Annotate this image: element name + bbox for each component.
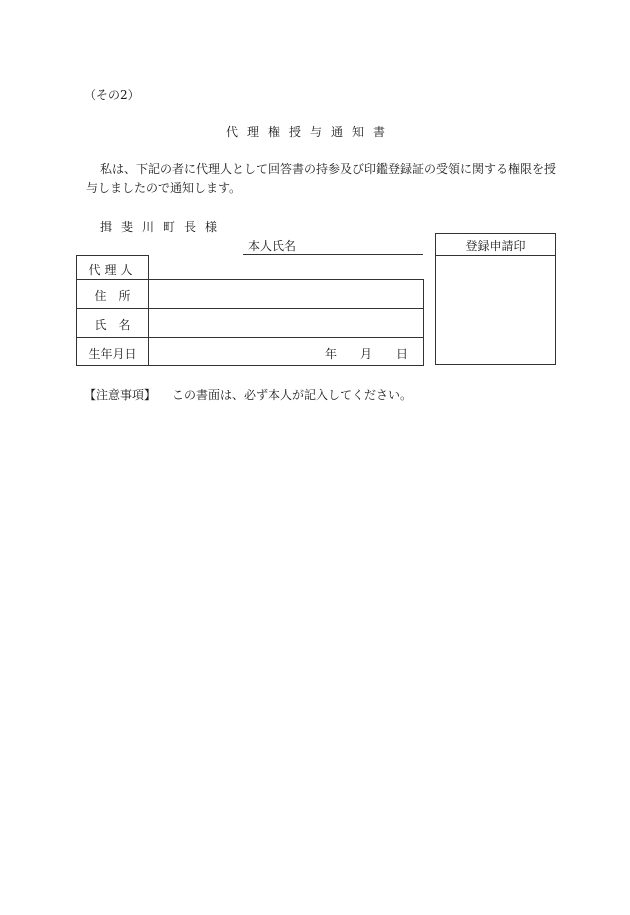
agent-header-label: 代理人 [88, 263, 137, 277]
notice-text: この書面は、必ず本人が記入してください。 [172, 388, 413, 402]
address-row-label: 住 所 [94, 289, 131, 303]
notice-label: 【注意事項】 [84, 388, 157, 402]
addressee: 揖斐川町長様 [100, 220, 227, 234]
agent-header-cell [76, 255, 149, 280]
birthdate-year-label: 年 [325, 347, 338, 361]
principal-name-label: 本人氏名 [248, 239, 297, 253]
body-text-line-1: 私は、下記の者に代理人として回答書の持参及び印鑑登録証の受領に関する権限を授 [100, 162, 557, 176]
seal-box-divider [436, 255, 555, 256]
birthdate-field[interactable] [149, 338, 423, 365]
document-title: 代理権授与通知書 [226, 125, 395, 139]
address-field[interactable] [149, 280, 423, 308]
registration-seal-label: 登録申請印 [465, 239, 526, 253]
header-note: （その2） [84, 88, 140, 102]
body-text-line-2: 与しましたので通知します。 [86, 181, 242, 195]
birthdate-row-label: 生年月日 [88, 347, 137, 361]
name-row-label: 氏 名 [94, 318, 131, 332]
principal-name-underline [243, 254, 423, 255]
registration-seal-box [435, 233, 556, 365]
birthdate-month-label: 月 [360, 347, 373, 361]
name-field[interactable] [149, 309, 423, 337]
birthdate-day-label: 日 [396, 347, 409, 361]
